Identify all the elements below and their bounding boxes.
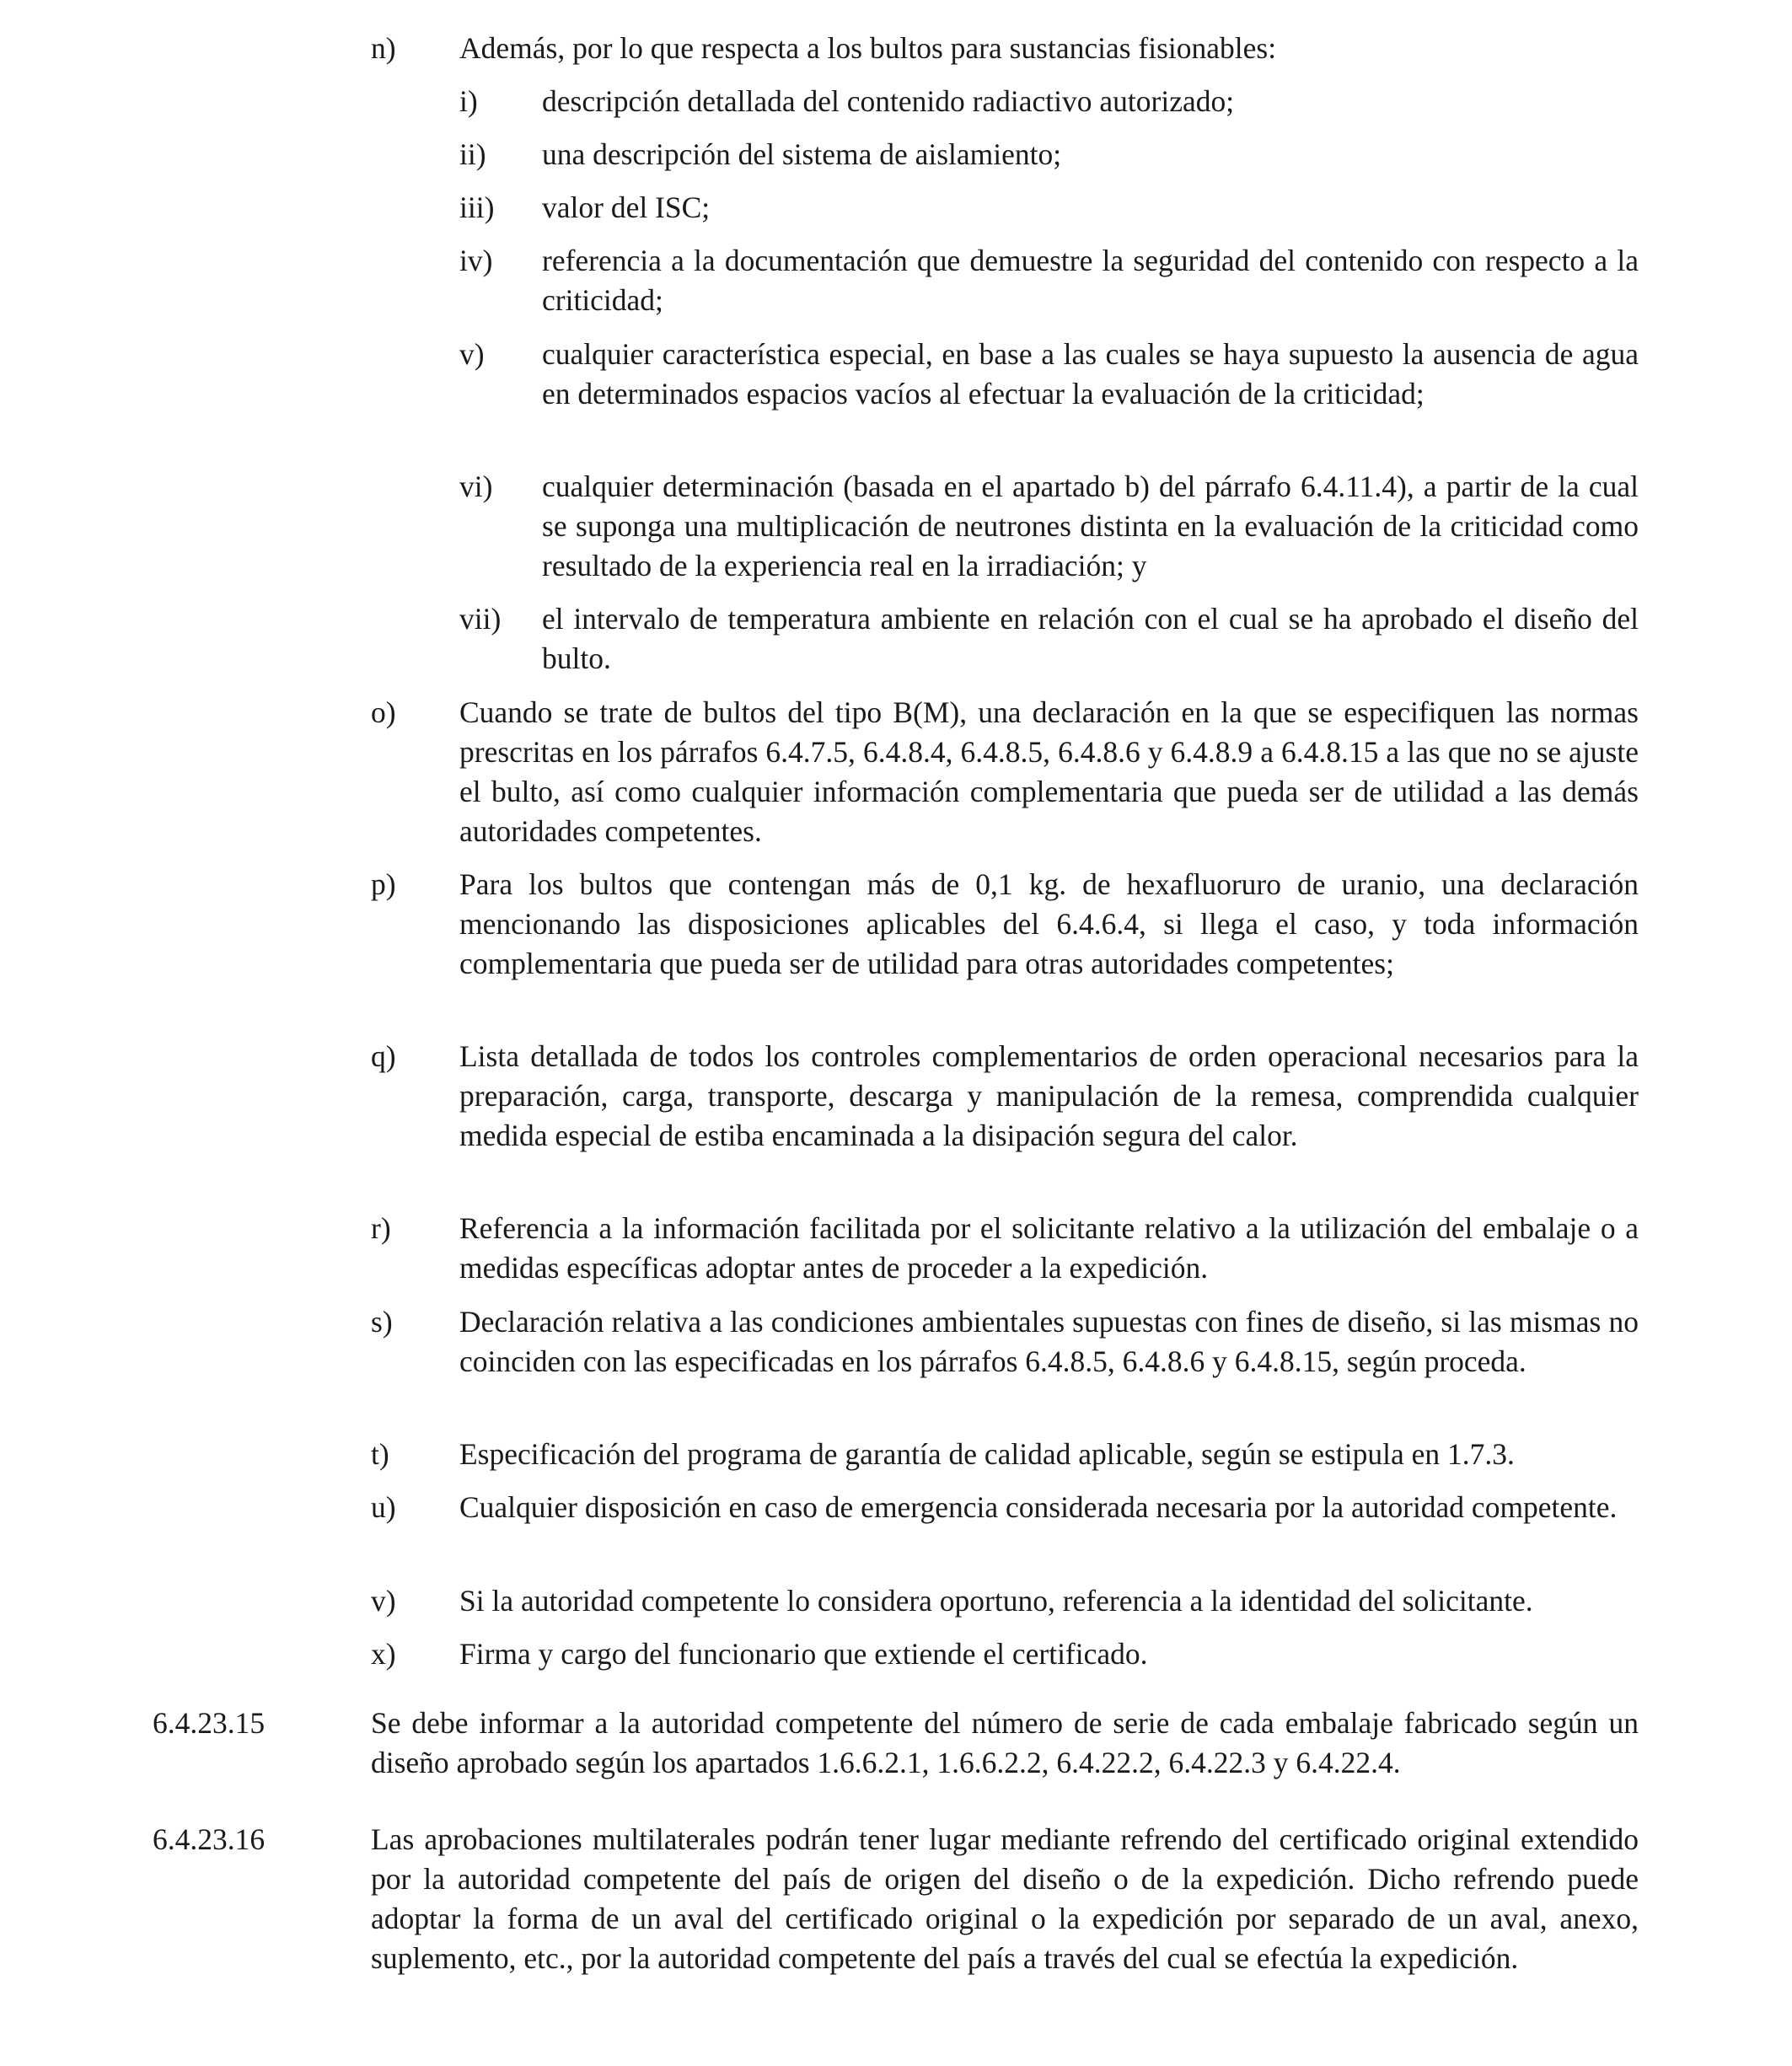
sub-item-v xyxy=(459,335,1639,414)
section-6-4-23-15 xyxy=(153,1704,1639,1783)
sub-item-i xyxy=(459,82,1639,121)
list-item-q xyxy=(371,1037,1639,1156)
list-item-x xyxy=(371,1634,1639,1674)
item-label: u) xyxy=(371,1490,396,1524)
sub-item-label: vi) xyxy=(459,470,493,503)
sub-item-label: iii) xyxy=(459,191,495,224)
section-number: 6.4.23.15 xyxy=(153,1706,266,1740)
list-item-t xyxy=(371,1435,1639,1474)
sub-item-label: ii) xyxy=(459,137,486,171)
sub-item-text: valor del ISC; xyxy=(542,191,711,224)
sub-item-iv xyxy=(459,241,1639,320)
item-text: Cualquier disposición en caso de emergencia considerada necesaria por la autoridad competente. xyxy=(459,1490,1618,1524)
section-text: Las aprobaciones multilaterales podrán tener lugar mediante refrendo del certificado original extendido por la autoridad competente del país de origen del diseño o de la expedición. Dicho refrendo puede adoptar la forma de un aval del certificado original o la expedición por separado de un aval, anexo, suplemento, etc., por la autoridad competente del país a través del cual se efectúa la expedición. xyxy=(371,1822,1639,1975)
item-text: Especificación del programa de garantía de calidad aplicable, según se estipula en 1.7.3. xyxy=(459,1437,1515,1471)
sub-item-label: v) xyxy=(459,337,485,371)
section-6-4-23-16 xyxy=(153,1820,1639,1978)
item-text: Referencia a la información facilitada por el solicitante relativo a la utilización del embalaje o a medidas específicas adoptar antes de proceder a la expedición. xyxy=(459,1211,1639,1285)
item-text: Firma y cargo del funcionario que extiende el certificado. xyxy=(459,1637,1148,1671)
list-item-o xyxy=(371,693,1639,851)
sub-item-text: el intervalo de temperatura ambiente en relación con el cual se ha aprobado el diseño del bulto. xyxy=(542,602,1639,675)
item-label: s) xyxy=(371,1305,393,1339)
sub-item-label: iv) xyxy=(459,244,493,277)
item-label: x) xyxy=(371,1637,396,1671)
section-number: 6.4.23.16 xyxy=(153,1822,266,1856)
item-text: Además, por lo que respecta a los bultos para sustancias fisionables: xyxy=(459,31,1277,65)
sub-item-vii xyxy=(459,599,1639,679)
list-item-v xyxy=(371,1581,1639,1621)
list-item-r xyxy=(371,1209,1639,1288)
list-item-s xyxy=(371,1302,1639,1382)
sub-item-vi xyxy=(459,467,1639,586)
item-label: n) xyxy=(371,31,396,65)
item-label: t) xyxy=(371,1437,389,1471)
item-label: p) xyxy=(371,867,396,901)
sub-item-text: cualquier característica especial, en base a las cuales se haya supuesto la ausencia de agua en determinados espacios vacíos al efectuar la evaluación de la criticidad; xyxy=(542,337,1639,411)
item-label: v) xyxy=(371,1584,396,1618)
item-text: Cuando se trate de bultos del tipo B(M), una declaración en la que se especifiquen las normas prescritas en los párrafos 6.4.7.5, 6.4.8.4, 6.4.8.5, 6.4.8.6 y 6.4.8.9 a 6.4.8.15 a las que no se ajuste el bulto, así como cualquier información complementaria que pueda ser de utilidad a las demás autoridades competentes. xyxy=(459,695,1639,848)
item-text: Lista detallada de todos los controles complementarios de orden operacional necesarios para la preparación, carga, transporte, descarga y manipulación de la remesa, comprendida cualquier medida especial de estiba encaminada a la disipación segura del calor. xyxy=(459,1039,1639,1152)
sub-item-text: descripción detallada del contenido radiactivo autorizado; xyxy=(542,84,1235,118)
item-text: Para los bultos que contengan más de 0,1 kg. de hexafluoruro de uranio, una declaración mencionando las disposiciones aplicables del 6.4.6.4, si llega el caso, y toda información complementaria que pueda ser de utilidad para otras autoridades competentes; xyxy=(459,867,1639,980)
sub-item-text: referencia a la documentación que demuestre la seguridad del contenido con respecto a la criticidad; xyxy=(542,244,1639,317)
sub-item-label: i) xyxy=(459,84,478,118)
sub-item-text: una descripción del sistema de aislamiento; xyxy=(542,137,1062,171)
list-item-u xyxy=(371,1488,1639,1527)
item-label: r) xyxy=(371,1211,391,1245)
sub-item-ii xyxy=(459,135,1639,174)
list-item-p xyxy=(371,865,1639,984)
sub-item-text: cualquier determinación (basada en el apartado b) del párrafo 6.4.11.4), a partir de la cual se suponga una multiplicación de neutrones distinta en la evaluación de la criticidad como resultado de la experiencia real en la irradiación; y xyxy=(542,470,1639,582)
sub-item-iii xyxy=(459,188,1639,228)
list-item-n xyxy=(371,29,1639,68)
item-label: o) xyxy=(371,695,396,729)
item-text: Declaración relativa a las condiciones ambientales supuestas con fines de diseño, si las mismas no coinciden con las especificadas en los párrafos 6.4.8.5, 6.4.8.6 y 6.4.8.15, según proceda. xyxy=(459,1305,1639,1378)
section-text: Se debe informar a la autoridad competente del número de serie de cada embalaje fabricado según un diseño aprobado según los apartados 1.6.6.2.1, 1.6.6.2.2, 6.4.22.2, 6.4.22.3 y 6.4.22.4. xyxy=(371,1706,1639,1779)
item-label: q) xyxy=(371,1039,396,1073)
item-text: Si la autoridad competente lo considera oportuno, referencia a la identidad del solicitante. xyxy=(459,1584,1533,1618)
sub-item-label: vii) xyxy=(459,602,502,636)
